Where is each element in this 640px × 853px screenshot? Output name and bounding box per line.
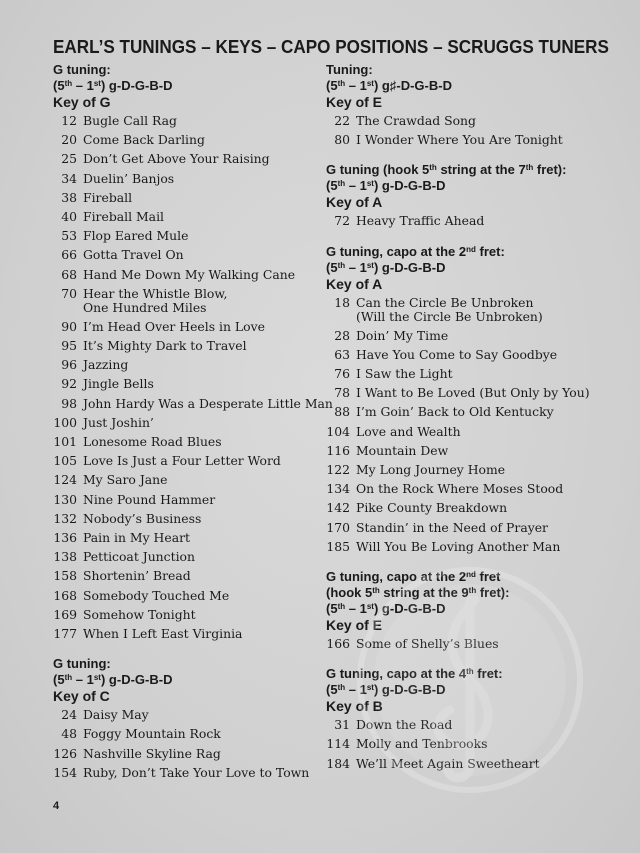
string-from: 5	[330, 259, 338, 275]
song-row	[326, 364, 626, 383]
song-title-line: We’ll Meet Again Sweetheart	[356, 755, 540, 771]
song-title	[83, 528, 190, 547]
song-title	[83, 226, 188, 245]
song-title	[83, 394, 333, 413]
song-title-line: Somebody Touched Me	[83, 587, 230, 603]
tuning-string: g-D-G-B-D	[381, 178, 446, 194]
tuning-section	[326, 162, 626, 230]
song-title	[83, 763, 309, 782]
song-title	[356, 326, 448, 345]
song-title	[356, 715, 452, 734]
string-to: 1	[359, 178, 367, 194]
song-title-line: Standin’ in the Need of Prayer	[356, 519, 548, 535]
song-title	[83, 566, 191, 585]
string-from: 5	[57, 672, 65, 688]
section-heading	[326, 244, 626, 260]
page-ref: 80	[334, 132, 350, 148]
ordinal-suffix: th	[429, 163, 437, 173]
string-to: 1	[359, 601, 367, 617]
heading-text: fret	[475, 569, 501, 585]
page-ref: 169	[53, 606, 77, 622]
page-ref: 18	[334, 294, 350, 310]
song-title-line: Hand Me Down My Walking Cane	[83, 266, 296, 282]
ordinal-suffix: th	[525, 163, 534, 173]
page-ref: 48	[61, 726, 77, 742]
song-title-line: Pain in My Heart	[83, 530, 190, 546]
page-ref: 130	[53, 491, 77, 507]
song-title-line: Don’t Get Above Your Raising	[83, 151, 270, 167]
page-ref: 100	[53, 414, 77, 430]
song-row	[326, 211, 626, 230]
song-title	[83, 451, 281, 470]
page-ref: 114	[326, 736, 350, 752]
tuning-notes: (5th – 1st) g-D-G-B-D	[326, 682, 446, 698]
tuning-string: g-D-G-B-D	[381, 601, 446, 617]
string-from: 5	[330, 682, 338, 698]
song-title	[83, 169, 174, 188]
song-title	[83, 317, 265, 336]
song-row	[53, 470, 318, 489]
page-ref: 142	[326, 500, 350, 516]
string-to: 1	[359, 259, 367, 275]
song-title	[83, 149, 270, 168]
string-from: 5	[330, 601, 338, 617]
song-title	[83, 490, 215, 509]
string-from: 5	[330, 178, 338, 194]
song-title	[356, 498, 507, 517]
tuning-section	[326, 62, 626, 149]
heading-text: G tuning, capo at the 4	[326, 666, 467, 682]
tuning-string: g-D-G-B-D	[381, 259, 446, 275]
page-ref: 184	[326, 755, 350, 771]
song-row	[53, 226, 318, 245]
page-ref: 104	[326, 423, 350, 439]
song-title-line: Flop Eared Mule	[83, 228, 189, 244]
ordinal-suffix: st	[366, 179, 374, 189]
section-heading	[326, 162, 626, 178]
song-title-line: Fireball Mail	[83, 209, 164, 225]
song-title	[83, 724, 221, 743]
tuning-notes: (5th – 1st) g-D-G-B-D	[53, 78, 173, 93]
song-title	[356, 402, 554, 421]
string-to: 1	[359, 78, 367, 93]
heading-text: fret):	[533, 162, 567, 178]
page-ref: 96	[61, 357, 77, 373]
tuning-notes: (5th – 1st) g-D-G-B-D	[326, 178, 446, 194]
ordinal-suffix: th	[64, 79, 73, 88]
song-title-line: Will You Be Loving Another Man	[356, 538, 561, 554]
ordinal-suffix: st	[366, 602, 374, 612]
page-ref: 68	[61, 266, 77, 282]
page-ref: 101	[53, 434, 77, 450]
song-title	[356, 364, 453, 383]
tuning-notes: (5th – 1st) g-D-G-B-D	[326, 601, 446, 617]
song-title-line: Mountain Dew	[356, 442, 449, 458]
song-title	[83, 744, 221, 763]
song-title	[356, 754, 540, 773]
page-ref: 136	[53, 530, 77, 546]
tuning-string: g-D-G-B-D	[381, 682, 446, 698]
page-title: EARL’S TUNINGS – KEYS – CAPO POSITIONS – SCRUGGS TUNERS	[53, 37, 609, 57]
heading-text: G tuning, capo at the 2	[326, 569, 467, 585]
song-title-line: My Saro Jane	[83, 472, 168, 488]
song-row	[53, 586, 318, 605]
ordinal-suffix: th	[337, 602, 346, 612]
song-title-line: John Hardy Was a Desperate Little Man	[83, 395, 333, 411]
page-ref: 138	[53, 549, 77, 565]
page-ref: 24	[61, 707, 77, 723]
song-title-line: Nine Pound Hammer	[83, 491, 216, 507]
song-row	[53, 528, 318, 547]
song-title	[356, 441, 448, 460]
song-row	[53, 432, 318, 451]
page-ref: 95	[61, 338, 77, 354]
page-ref: 92	[61, 376, 77, 392]
section-heading	[326, 666, 626, 682]
song-row	[53, 317, 318, 336]
tuning-string: g♯-D-G-B-D	[381, 78, 452, 93]
song-title-line: Love Is Just a Four Letter Word	[83, 453, 281, 469]
song-row	[53, 705, 318, 724]
song-title-line: Down the Road	[356, 717, 453, 733]
song-row	[53, 566, 318, 585]
song-row	[326, 130, 626, 149]
page-ref: 20	[61, 132, 77, 148]
song-title	[83, 336, 247, 355]
song-row	[326, 518, 626, 537]
section-heading: G tuning:	[53, 62, 111, 77]
song-row	[326, 479, 626, 498]
song-title	[83, 245, 184, 264]
section-heading: Tuning:	[326, 62, 373, 77]
ordinal-suffix: th	[337, 260, 346, 270]
song-title-line: Pike County Breakdown	[356, 500, 508, 516]
page-ref: 105	[53, 453, 77, 469]
song-title-line: (Will the Circle Be Unbroken)	[356, 308, 543, 324]
song-row	[53, 207, 318, 226]
song-title-line: Just Joshin’	[83, 414, 154, 430]
song-row	[53, 374, 318, 393]
song-title	[83, 432, 222, 451]
song-title-line: Bugle Call Rag	[83, 113, 177, 128]
key-heading: Key of C	[53, 688, 110, 705]
tuning-section	[53, 62, 333, 643]
key-heading: Key of G	[53, 94, 111, 110]
ordinal-suffix: st	[366, 683, 374, 693]
key-heading: Key of B	[326, 698, 383, 715]
song-title-line: Have You Come to Say Goodbye	[356, 346, 558, 362]
song-row	[326, 111, 626, 130]
page-ref: 34	[61, 170, 77, 186]
key-heading: Key of A	[326, 275, 383, 292]
string-from: 5	[57, 78, 65, 93]
page-ref: 158	[53, 568, 77, 584]
song-title	[83, 355, 128, 374]
song-row	[326, 345, 626, 364]
song-row	[326, 734, 626, 753]
song-title	[356, 734, 488, 753]
song-row	[53, 547, 318, 566]
song-title-line: Somehow Tonight	[83, 606, 196, 622]
page-ref: 12	[61, 113, 77, 128]
song-row	[53, 111, 318, 130]
tuning-string: g-D-G-B-D	[108, 672, 173, 688]
page-number: 4	[53, 800, 60, 812]
song-title-line: Shortenin’ Bread	[83, 568, 191, 584]
song-row	[53, 355, 318, 374]
song-title	[356, 111, 476, 130]
song-title-line: Ruby, Don’t Take Your Love to Town	[83, 764, 310, 780]
song-title-line: Jingle Bells	[83, 376, 154, 392]
song-title-line: Foggy Mountain Rock	[83, 726, 221, 742]
ordinal-suffix: st	[366, 260, 374, 270]
song-row	[53, 169, 318, 188]
page-ref: 63	[334, 346, 350, 362]
string-to: 1	[359, 682, 367, 698]
tuning-section	[326, 666, 626, 773]
song-row	[326, 754, 626, 773]
page-ref: 168	[53, 587, 77, 603]
song-title	[83, 111, 177, 130]
tuning-notes: (5th – 1st) g-D-G-B-D	[53, 672, 173, 688]
tuning-notes: (5th – 1st) g♯-D-G-B-D	[326, 78, 452, 93]
song-title	[83, 188, 132, 207]
ordinal-suffix: th	[468, 586, 477, 596]
page-ref: 53	[61, 228, 77, 244]
song-title	[83, 470, 168, 489]
song-title	[356, 518, 548, 537]
song-row	[326, 383, 626, 402]
song-row	[53, 130, 318, 149]
song-title	[83, 547, 195, 566]
song-title	[83, 130, 205, 149]
page-ref: 185	[326, 538, 350, 554]
song-title-line: My Long Journey Home	[356, 462, 506, 478]
ordinal-suffix: st	[93, 79, 101, 88]
heading-text: string at the 9	[379, 585, 469, 601]
song-row	[53, 413, 318, 432]
tuning-string: g-D-G-B-D	[108, 78, 173, 93]
ordinal-suffix: th	[337, 79, 346, 88]
song-title-line: Lonesome Road Blues	[83, 434, 222, 450]
song-title-line: Some of Shelly’s Blues	[356, 636, 499, 652]
song-title	[356, 211, 484, 230]
right-column	[326, 62, 626, 786]
ordinal-suffix: st	[366, 79, 374, 88]
song-row	[326, 634, 626, 653]
page-ref: 166	[326, 636, 350, 652]
song-title	[83, 374, 154, 393]
page-ref: 78	[334, 385, 350, 401]
song-title-line: One Hundred Miles	[83, 299, 207, 315]
song-title-line: Petticoat Junction	[83, 549, 195, 565]
song-row	[326, 441, 626, 460]
page-ref: 25	[61, 151, 77, 167]
song-title-line: When I Left East Virginia	[83, 626, 243, 642]
song-title	[83, 586, 229, 605]
song-title-line: Come Back Darling	[83, 132, 205, 148]
song-row	[326, 326, 626, 345]
page-ref: 38	[61, 189, 77, 205]
song-row	[326, 402, 626, 421]
song-title-line: On the Rock Where Moses Stood	[356, 481, 564, 497]
song-title-line: Fireball	[83, 189, 133, 205]
left-column	[53, 62, 333, 795]
song-title-line: I Saw the Light	[356, 366, 453, 382]
song-title-line: Jazzing	[83, 357, 129, 373]
page-ref: 126	[53, 745, 77, 761]
song-row	[326, 537, 626, 556]
song-row	[53, 605, 318, 624]
ordinal-suffix: st	[93, 673, 101, 683]
page-ref: 134	[326, 481, 350, 497]
song-title	[83, 207, 164, 226]
song-row	[53, 245, 318, 264]
page-ref: 72	[334, 213, 350, 229]
page-ref: 90	[61, 318, 77, 334]
song-title	[83, 413, 154, 432]
song-title-line: Duelin’ Banjos	[83, 170, 175, 186]
page-ref: 132	[53, 510, 77, 526]
song-title	[83, 605, 196, 624]
page-ref: 122	[326, 462, 350, 478]
song-title-line: Love and Wealth	[356, 423, 461, 439]
ordinal-suffix: th	[64, 673, 73, 683]
song-title	[356, 634, 499, 653]
song-row	[53, 284, 318, 317]
page-ref: 98	[61, 395, 77, 411]
song-row	[326, 293, 626, 326]
string-from: 5	[330, 78, 338, 93]
heading-text: G tuning (hook 5	[326, 162, 430, 178]
page-ref: 177	[53, 626, 77, 642]
heading-text: string at the 7	[436, 162, 526, 178]
song-row	[53, 744, 318, 763]
section-heading-continued	[326, 585, 626, 601]
heading-text: fret:	[475, 243, 505, 259]
song-title	[356, 422, 461, 441]
song-title-line: Nashville Skyline Rag	[83, 745, 221, 761]
ordinal-suffix: nd	[466, 244, 476, 254]
heading-text: (hook 5	[326, 585, 373, 601]
heading-text: fret):	[476, 585, 510, 601]
page-ref: 88	[334, 404, 350, 420]
page-ref: 40	[61, 209, 77, 225]
song-title	[356, 479, 563, 498]
song-title-line: I’m Head Over Heels in Love	[83, 318, 265, 334]
section-heading	[326, 569, 626, 585]
song-row	[53, 336, 318, 355]
tuning-section	[53, 656, 318, 782]
tuning-section	[326, 569, 626, 653]
page-ref: 28	[334, 327, 350, 343]
song-title-line: Molly and Tenbrooks	[356, 736, 488, 752]
song-title	[356, 295, 543, 324]
string-to: 1	[86, 78, 94, 93]
song-title	[83, 705, 149, 724]
song-title	[83, 509, 201, 528]
song-title-line: I’m Goin’ Back to Old Kentucky	[356, 404, 554, 420]
page-ref: 116	[326, 442, 350, 458]
song-row	[53, 490, 318, 509]
song-title-line: It’s Mighty Dark to Travel	[83, 338, 247, 354]
page-ref: 76	[334, 366, 350, 382]
song-row	[53, 451, 318, 470]
ordinal-suffix: nd	[466, 570, 476, 580]
page-ref: 70	[61, 285, 77, 301]
song-row	[53, 624, 318, 643]
ordinal-suffix: th	[337, 179, 346, 189]
page-ref: 124	[53, 472, 77, 488]
heading-text: G tuning, capo at the 2	[326, 243, 467, 259]
song-title-line: Heavy Traffic Ahead	[356, 213, 485, 229]
key-heading: Key of A	[326, 194, 383, 211]
page-ref: 66	[61, 247, 77, 263]
string-to: 1	[86, 672, 94, 688]
song-title	[356, 537, 560, 556]
song-row	[53, 149, 318, 168]
song-row	[53, 265, 318, 284]
song-title-line: I Want to Be Loved (But Only by You)	[356, 385, 590, 401]
song-row	[53, 763, 318, 782]
song-title	[83, 265, 295, 284]
song-row	[53, 509, 318, 528]
page-ref: 31	[334, 717, 350, 733]
song-title	[356, 460, 505, 479]
song-title	[83, 286, 227, 315]
song-title-line: Doin’ My Time	[356, 327, 449, 343]
ordinal-suffix: th	[372, 586, 380, 596]
page-ref: 154	[53, 764, 77, 780]
song-title-line: Can the Circle Be Unbroken	[356, 294, 534, 310]
tuning-notes: (5th – 1st) g-D-G-B-D	[326, 259, 446, 275]
page-ref: 170	[326, 519, 350, 535]
song-row	[53, 394, 333, 413]
song-title	[356, 130, 563, 149]
song-row	[53, 188, 318, 207]
key-heading: Key of E	[326, 94, 383, 110]
song-row	[326, 715, 626, 734]
heading-text: fret:	[473, 666, 503, 682]
song-row	[53, 724, 318, 743]
song-title-line: Daisy May	[83, 707, 149, 723]
song-title-line: Hear the Whistle Blow,	[83, 285, 228, 301]
song-row	[326, 498, 626, 517]
song-title	[356, 383, 590, 402]
song-title	[83, 624, 242, 643]
song-title-line: I Wonder Where You Are Tonight	[356, 132, 563, 148]
song-title	[356, 345, 557, 364]
page-ref: 22	[334, 113, 350, 128]
song-title-line: The Crawdad Song	[356, 113, 476, 128]
song-row	[326, 422, 626, 441]
key-heading: Key of E	[326, 617, 383, 634]
song-title-line: Gotta Travel On	[83, 247, 184, 263]
song-title-line: Nobody’s Business	[83, 510, 202, 526]
song-row	[326, 460, 626, 479]
ordinal-suffix: th	[466, 667, 474, 677]
tuning-section	[326, 244, 626, 556]
section-heading: G tuning:	[53, 656, 111, 672]
ordinal-suffix: th	[337, 683, 346, 693]
